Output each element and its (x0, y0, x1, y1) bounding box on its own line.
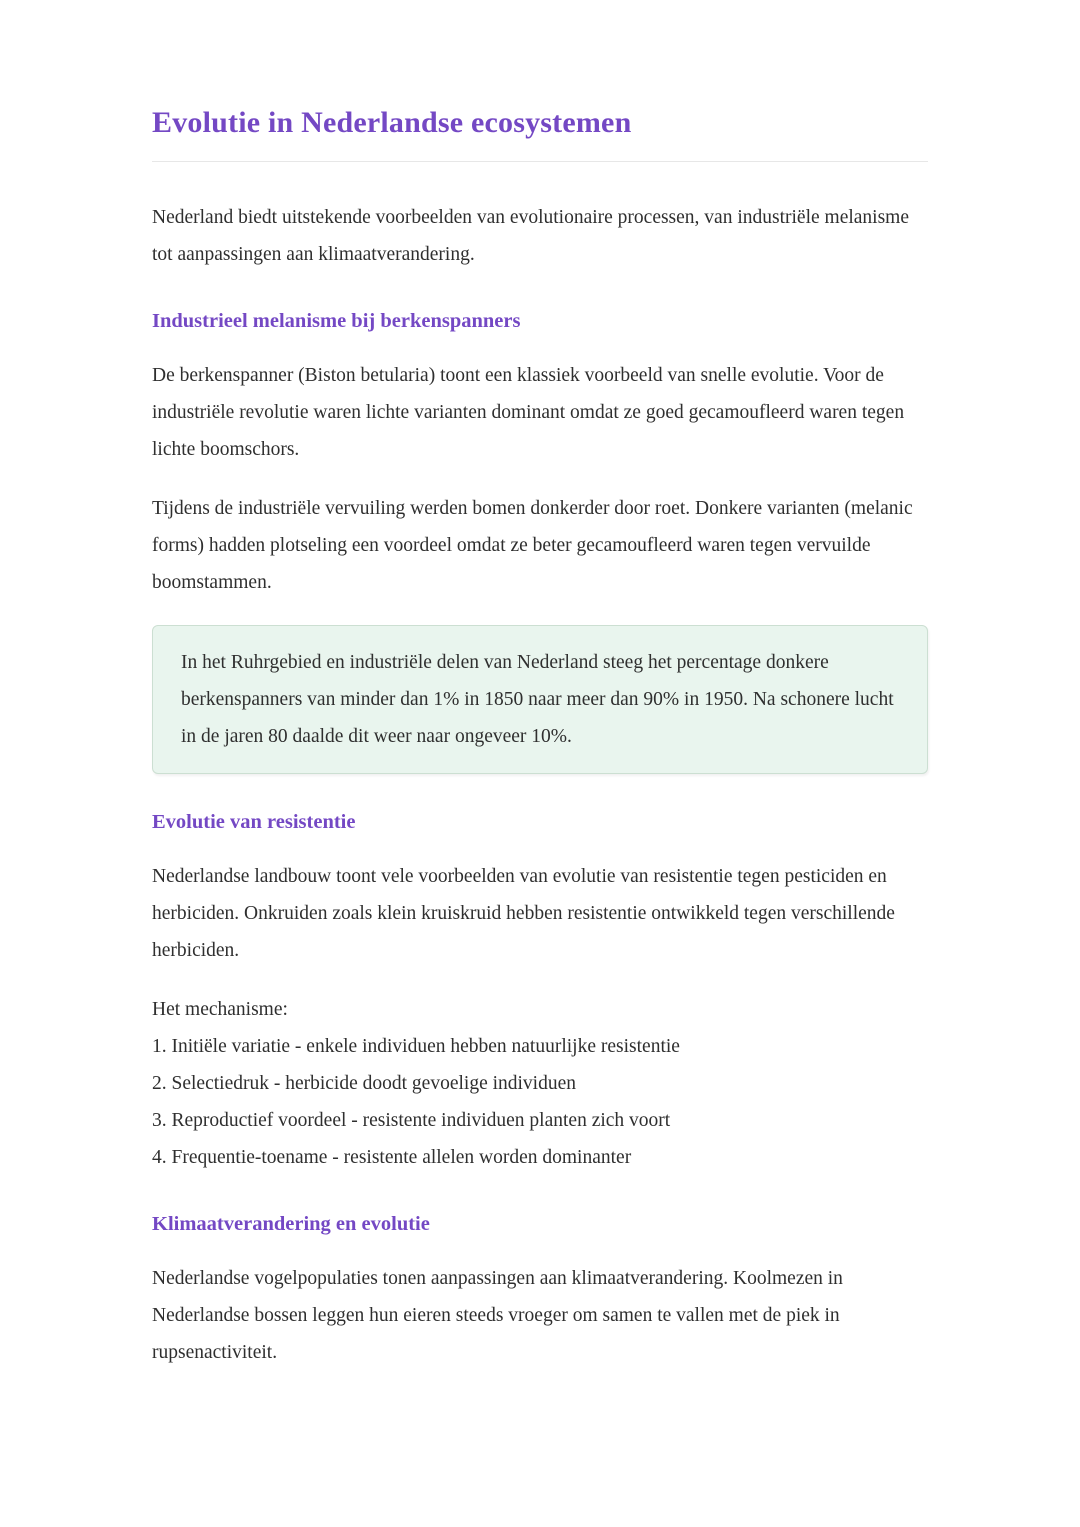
intro-paragraph: Nederland biedt uitstekende voorbeelden van evolutionaire processen, van industriële melanisme tot aanpassingen aan klimaatverandering. (152, 207, 909, 265)
paragraph-vervuiling: Tijdens de industriële vervuiling werden bomen donkerder door roet. Donkere varianten (melanic forms) hadden plotseling een voordeel omdat ze beter gecamoufleerd waren tegen vervuilde boomstammen. (152, 498, 913, 593)
paragraph-landbouw: Nederlandse landbouw toont vele voorbeelden van evolutie van resistentie tegen pesticiden en herbiciden. Onkruiden zoals klein kruiskruid hebben resistentie ontwikkeld tegen verschillende herbiciden. (152, 866, 895, 961)
notes-content (152, 0, 928, 1371)
section-heading-resistentie: Evolutie van resistentie (152, 811, 356, 833)
page-title: Evolutie in Nederlandse ecosystemen (152, 106, 632, 139)
mechanism-list-intro: Het mechanisme: (152, 999, 288, 1020)
callout-text: In het Ruhrgebied en industriële delen van Nederland steeg het percentage donkere berkenspanners van minder dan 1% in 1850 naar meer dan 90% in 1950. Na schonere lucht in de jaren 80 daalde dit weer naar ongeveer 10%. (181, 652, 894, 747)
list-item: 3. Reproductief voordeel - resistente individuen planten zich voort (152, 1110, 671, 1131)
list-item: 2. Selectiedruk - herbicide doodt gevoelige individuen (152, 1073, 577, 1094)
section-heading-industrieel-melanisme: Industrieel melanisme bij berkenspanners (152, 310, 521, 332)
mechanism-list (152, 991, 928, 1176)
paragraph-vogelpopulaties: Nederlandse vogelpopulaties tonen aanpassingen aan klimaatverandering. Koolmezen in Nederlandse bossen leggen hun eieren steeds vroeger om samen te vallen met de piek in rupsenactiviteit. (152, 1268, 843, 1363)
section-heading-klimaatverandering: Klimaatverandering en evolutie (152, 1213, 430, 1235)
paragraph-berkenspanner: De berkenspanner (Biston betularia) toont een klassiek voorbeeld van snelle evolutie. Voor de industriële revolutie waren lichte varianten dominant omdat ze goed gecamoufleerd waren tegen lichte boomschors. (152, 365, 905, 460)
info-callout-box (152, 625, 928, 774)
list-item: 4. Frequentie-toename - resistente allelen worden dominanter (152, 1147, 632, 1168)
title-divider (152, 161, 928, 162)
list-item: 1. Initiële variatie - enkele individuen hebben natuurlijke resistentie (152, 1036, 680, 1057)
